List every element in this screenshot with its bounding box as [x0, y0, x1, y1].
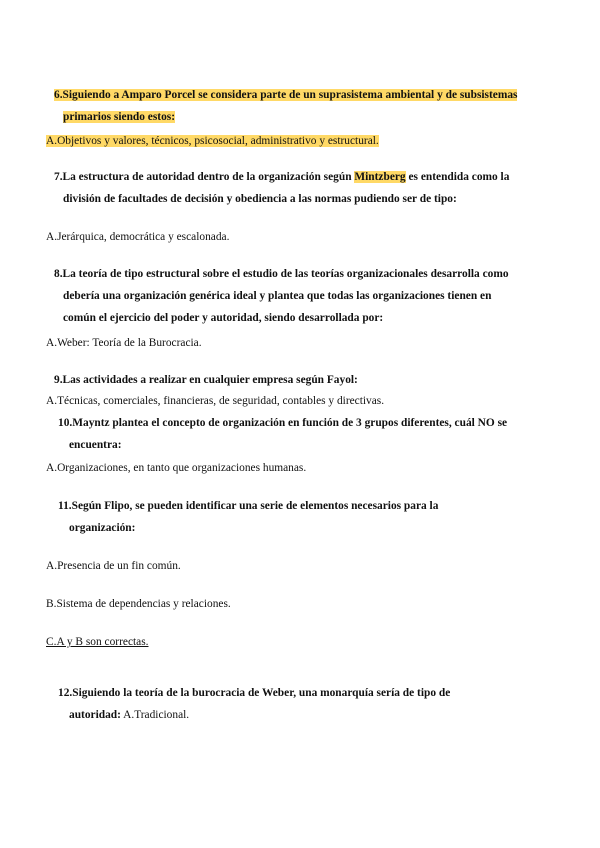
answer-11-b: B.Sistema de dependencias y relaciones. — [46, 598, 231, 610]
answer-11-a: A.Presencia de un fin común. — [46, 560, 181, 572]
question-8: 8.La teoría de tipo estructural sobre el estudio de las teorías organizacionales desarrolla como debería una organización genérica ideal y plantea que todas las organizaciones tienen en común el ejercicio del poder y autoridad, siendo desarrollada por: — [54, 268, 509, 324]
question-6-line-1: 6.Siguiendo a Amparo Porcel se considera parte de un suprasistema ambiental y de subsistemas — [54, 89, 518, 101]
question-7: 7.La estructura de autoridad dentro de la organización según Mintzberg es entendida como la división de facultades de decisión y obediencia a las normas pudiendo ser de tipo: — [0, 166, 600, 210]
answer-8: A.Weber: Teoría de la Burocracia. — [46, 337, 202, 349]
answer-9: A.Técnicas, comerciales, financieras, de seguridad, contables y directivas. — [46, 395, 385, 407]
question-10: 10.Mayntz plantea el concepto de organización en función de 3 grupos diferentes, cuál NO se encuentra: — [58, 417, 508, 451]
answer-11-c: C.A y B son correctas. — [46, 636, 149, 648]
question-7-line-2: división de facultades de decisión y obediencia a las normas pudiendo ser de tipo: — [63, 193, 457, 205]
answer-10: A.Organizaciones, en tanto que organizaciones humanas. — [46, 462, 307, 474]
highlight-mintzberg: Mintzberg — [354, 171, 406, 183]
answer-7: A.Jerárquica, democrática y escalonada. — [46, 231, 230, 243]
answer-6: A.Objetivos y valores, técnicos, psicosocial, administrativo y estructural. — [46, 135, 379, 147]
question-11: 11.Según Flipo, se pueden identificar una serie de elementos necesarios para la organización: — [58, 500, 439, 534]
question-6-line-2: primarios siendo estos: — [63, 111, 176, 123]
answer-12: A.Tradicional. — [120, 709, 190, 721]
question-12: 12.Siguiendo la teoría de la burocracia de Weber, una monarquía sería de tipo de autoridad: A.Tradicional. — [58, 687, 451, 721]
question-6 — [0, 84, 600, 128]
question-9: 9.Las actividades a realizar en cualquier empresa según Fayol: — [54, 374, 358, 386]
